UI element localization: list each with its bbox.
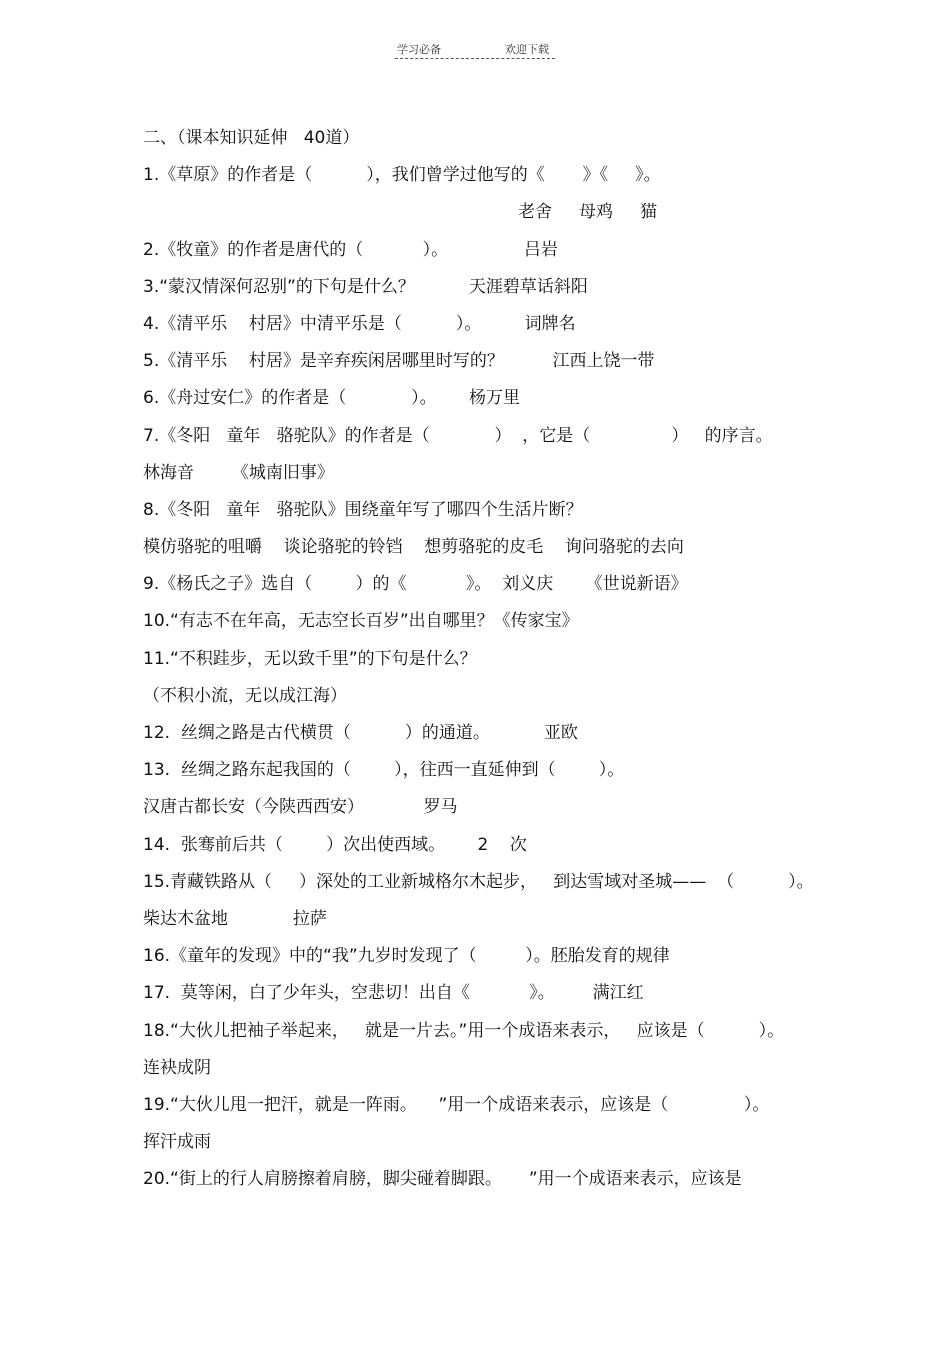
question-3: 3.“蒙汉情深何忍别”的下句是什么？ 天涯碧草话斜阳 xyxy=(143,276,588,297)
question-16: 16.《童年的发现》中的“我”九岁时发现了（ ）。胚胎发育的规律 xyxy=(143,946,670,967)
question-2: 2.《牧童》的作者是唐代的（ ）。 吕岩 xyxy=(143,239,558,260)
question-20: 20.“街上的行人肩膀擦着肩膀，脚尖碰着脚跟。 ”用一个成语来表示，应该是 xyxy=(143,1169,742,1190)
header-left-text: 学习必备 xyxy=(397,43,441,56)
question-13: 13. 丝绸之路东起我国的（ ），往西一直延伸到（ ）。 xyxy=(143,760,625,781)
question-14: 14. 张骞前后共（ ）次出使西域。 2 次 xyxy=(143,834,527,855)
question-4: 4.《清平乐 村居》中清平乐是（ ）。 词牌名 xyxy=(143,313,576,334)
page-header xyxy=(395,40,555,59)
question-10: 10.“有志不在年高，无志空长百岁”出自哪里？《传家宝》 xyxy=(143,611,579,632)
question-1: 1.《草原》的作者是（ ），我们曾学过他写的《 》《 》。 xyxy=(143,165,661,186)
question-11: 11.“不积跬步，无以致千里”的下句是什么？ xyxy=(143,648,477,669)
answer-15: 柴达木盆地 拉萨 xyxy=(143,908,327,929)
question-15: 15.青藏铁路从（ ）深处的工业新城格尔木起步， 到达雪域对圣城—— （ ）。 xyxy=(143,871,814,892)
header-right-text: 欢迎下载 xyxy=(505,43,549,56)
answer-19: 挥汗成雨 xyxy=(143,1132,211,1153)
answer-8: 模仿骆驼的咀嚼 谈论骆驼的铃铛 想剪骆驼的皮毛 询问骆驼的去向 xyxy=(143,537,684,558)
answer-7: 林海音 《城南旧事》 xyxy=(143,462,334,483)
question-5: 5.《清平乐 村居》是辛弃疾闲居哪里时写的？ 江西上饶一带 xyxy=(143,351,655,372)
question-18: 18.“大伙儿把袖子举起来， 就是一片去。”用一个成语来表示， 应该是（ ）。 xyxy=(143,1020,785,1041)
answer-11: （不积小流，无以成江海） xyxy=(143,685,347,706)
section-heading: 二、（课本知识延伸 40道） xyxy=(143,128,360,148)
question-6: 6.《舟过安仁》的作者是（ ）。 杨万里 xyxy=(143,388,520,409)
answer-18: 连袂成阴 xyxy=(143,1057,211,1078)
question-12: 12. 丝绸之路是古代横贯（ ）的通道。 亚欧 xyxy=(143,723,578,743)
question-19: 19.“大伙儿甩一把汗，就是一阵雨。 ”用一个成语来表示，应该是（ ）。 xyxy=(143,1094,770,1115)
answer-13: 汉唐古都长安（今陕西西安） 罗马 xyxy=(143,797,458,818)
question-8: 8.《冬阳 童年 骆驼队》围绕童年写了哪四个生活片断？ xyxy=(143,499,583,520)
answer-1: 老舍 母鸡 猫 xyxy=(518,202,658,223)
question-7: 7.《冬阳 童年 骆驼队》的作者是（ ） ，它是（ ） 的序言。 xyxy=(143,425,773,446)
document-body xyxy=(143,120,843,1198)
question-17: 17. 莫等闲，白了少年头，空悲切！出自《 》。 满江红 xyxy=(143,983,644,1004)
question-9: 9.《杨氏之子》选自（ ）的《 》。 刘义庆 《世说新语》 xyxy=(143,574,688,595)
